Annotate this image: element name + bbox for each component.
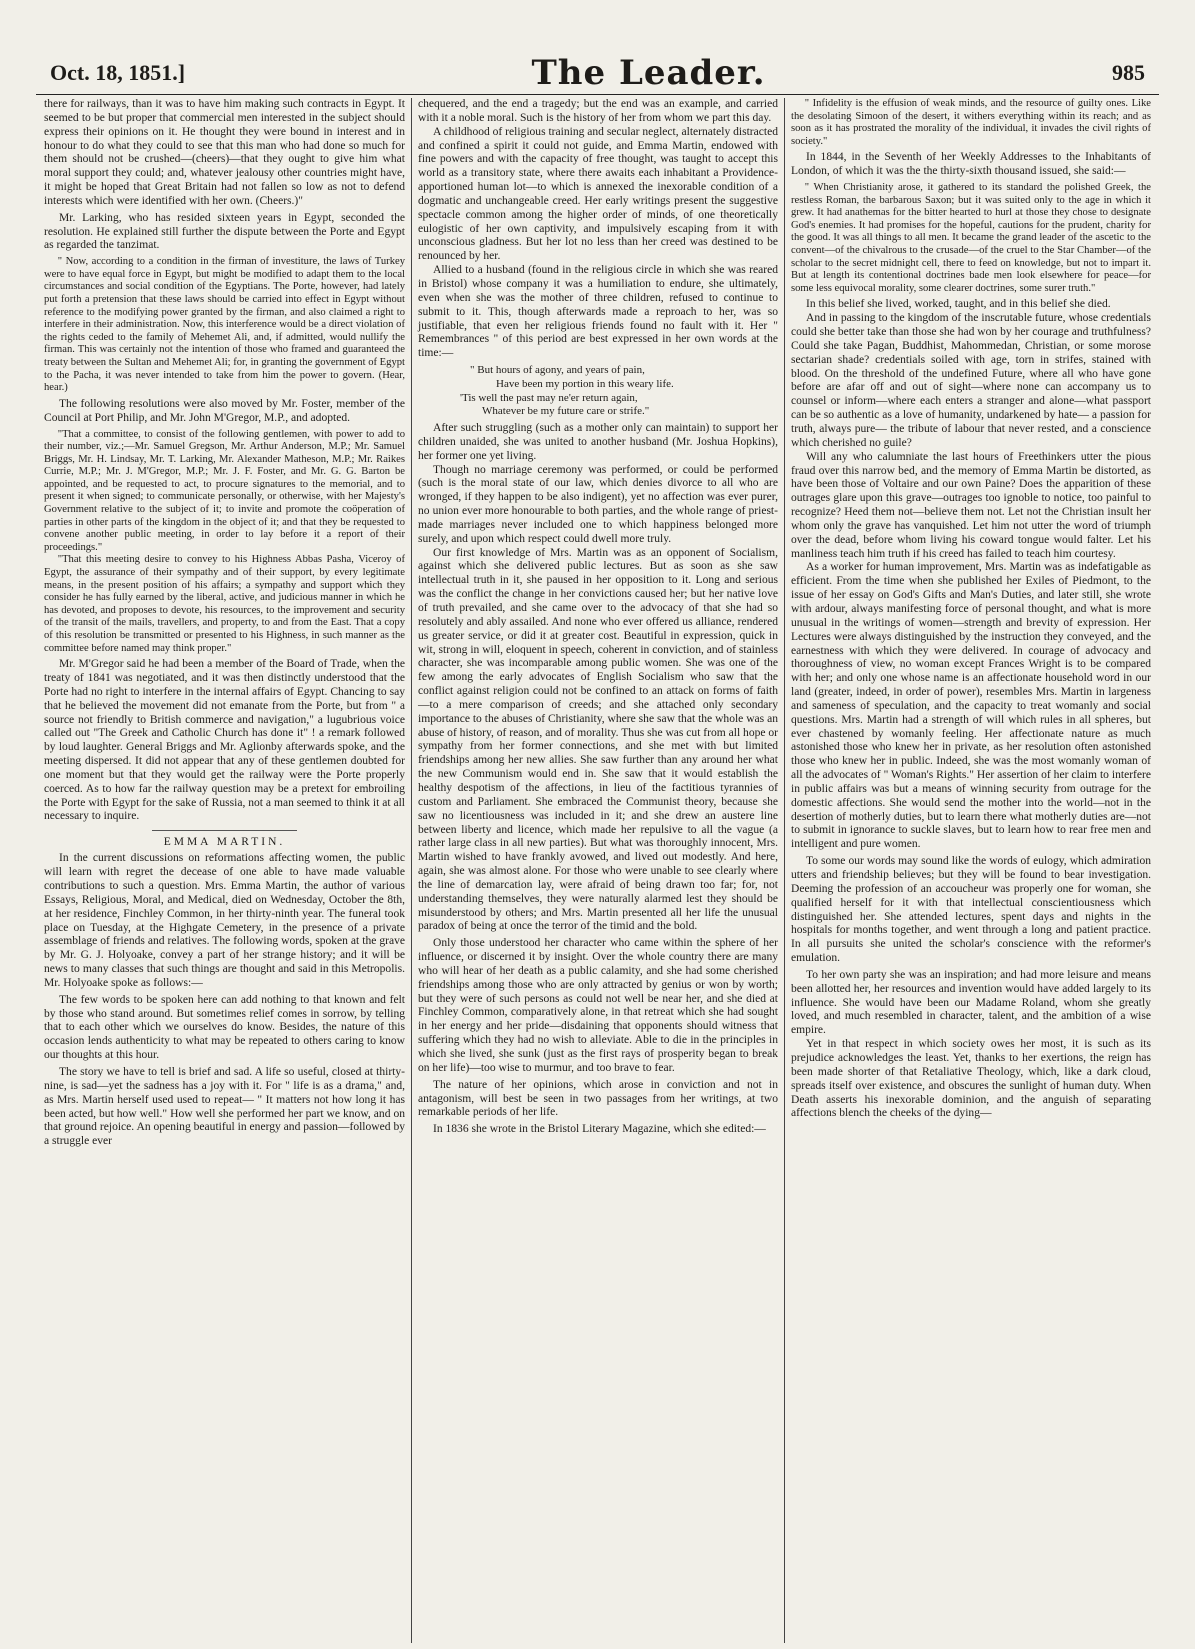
article-columns	[38, 98, 1158, 1643]
paragraph: Though no marriage ceremony was performed, or could be performed (such is the moral state of our law, which denies divorce to all who are wronged, if they happen to be also indigent), yet no affection was ever purer, no union ever more honourable to both parties, and the whole range of priest-made marriages never included one to which happiness belonged more surely, and upon which respect could dwell more truly.	[418, 463, 778, 545]
issue-date: Oct. 18, 1851.]	[50, 60, 186, 85]
paragraph: Mr. Larking, who has resided sixteen years in Egypt, seconded the resolution. He explained still further the dispute between the Porte and Egypt as regarded the tanzimat.	[44, 211, 405, 252]
paragraph: As a worker for human improvement, Mrs. Martin was as indefatigable as efficient. From the time when she published her Exiles of Piedmont, to the issue of her essay on God's Gifts and Man's Duties, and later still, she wrote with ardour, always manifesting force of personal thought, and what is more unusual in the writings of women—strength and brevity of expression. Her Lectures were always distinguished by the instruction they conveyed, and the earnestness with which they were delivered. In courage of advocacy and thoroughness of view, no woman except Frances Wright is to be compared with her; and only one whose name is an affectionate household word in our land (greater, indeed, in order of power), resembles Mrs. Martin in largeness and sameness of speculation, and the capacity to treat womanly and social questions. Mrs. Martin had a strength of will which rules in all spheres, but ever chastened by womanly feeling. Her affectionate nature as much astonished those who knew her in private, as her resolution often astonished those who knew her in public. Indeed, she was the most womanly woman of all the advocates of " Woman's Rights." Her assertion of her claim to interfere in public affairs was but a means of winning security from outrage for the domestic affections. She would send the mother into the world—not in the desertion of motherly duties, but to learn there what motherly duties are—not to submit in ignorance to suckle slaves, but to learn how to rear free men and intelligent and pure women.	[791, 561, 1151, 851]
page-number: 985	[1112, 60, 1145, 85]
column-1	[38, 98, 411, 1643]
paragraph: Mr. M'Gregor said he had been a member of the Board of Trade, when the treaty of 1841 was negotiated, and it was then distinctly understood that the Porte had no right to interfere in the internal affairs of Egypt. Chancing to say that he believed the movement did not emanate from the Porte, but from " a source not friendly to British commerce and navigation," a lugubrious voice called out "The Greek and Catholic Church has done it" ! a remark followed by loud laughter. General Briggs and Mr. Aglionby afterwards spoke, and the meeting dispersed. It did not appear that any of these gentlemen doubted for one moment but that they would get the railway were the Porte properly coerced. As to how far the railway question may be a pretext for embroiling the Porte with Egypt for the sake of Russia, not a man seemed to think it at all necessary to inquire.	[44, 658, 405, 823]
paragraph: Our first knowledge of Mrs. Martin was as an opponent of Socialism, against which she delivered public lectures. But as soon as she saw intellectual truth in it, she paused in her opposition to it. Long and serious was the conflict the change in her convictions caused her; but her native love of truth prevailed, and she came over to the advocacy of that she had so resolutely and ably assailed. And none who ever offered us alliance, rendered us greater service, or did it at greater cost. Beautiful in expression, quick in wit, strong in will, eloquent in speech, coherent in conviction, and of stainless character, she was incomparable among public women. She was one of the few among the early advocates of English Socialism who saw that the conflict against religion could not be confined to an attack on forms of faith—to a mere comparison of creeds; and she attached only secondary importance to the abuses of Christianity, where she saw that the whole was an abuse of history, of reason, and of morality. Thus she was cut from all hope or sympathy from her former connections, and she met with but limited friendships among her new allies. She saw further than any around her what the new Communism would end in. She saw that it would establish the healthy despotism of the affections, in lieu of the factitious tyrannies of custom and Parliament. She embraced the Communist theory, because she saw no licentiousness was included in it; and she drew an austere line between liberty and licence, which made her repulsive to all the vague (a rather large class in all new parties). But what was thoroughly innocent, Mrs. Martin wished to have frankly avowed, and lived out modestly. And here, again, she was almost alone. For those who were unable to see clearly where the line of demarcation lay, were afraid of being drawn too far; for, not understanding themselves, they were naturally alarmed lest they should be misunderstood by others; and Mrs. Martin presented all her life the unusual paradox of being at once the terror of the timid and the bold.	[418, 546, 779, 933]
paragraph: The story we have to tell is brief and sad. A life so useful, closed at thirty-nine, is sad—yet the sadness has a joy with it. For " life is as a drama," and, as Mrs. Martin herself used used to repeat— " It matters not how long it has been acted, but how well." How well she performed her part we know, and on that ground rejoice. An opening beautiful in energy and passion—followed by a struggle ever	[44, 1065, 405, 1148]
paragraph: A childhood of religious training and secular neglect, alternately distracted and confined a spirit it could not guide, and Emma Martin, endowed with fine powers and with the capacity of free thought, was taught to accept this world as a transitory state, where there awaits each inhabitant a Providence-apportioned human lot—to which is annexed the inexorable condition of a dogmatic and unchangeable creed. Her early writings present the suggestive spectacle common among the higher order of minds, of one theoretically eulogistic of her own captivity, and impulsively escaping from it with unconscious gladness. But her lot no less than her creed was destined to be renounced by her.	[418, 125, 779, 263]
poem-quote	[418, 364, 778, 419]
paragraph: Yet in that respect in which society owes her most, it is such as its prejudice acknowledges the least. Yet, thanks to her exertions, the reign has been made shorter of that Retaliative Theology, which, like a dark cloud, spreads itself over existence, and obscures the sunlight of human duty. When Death asserts his inexorable dominion, and the anguish of separating affections blench the cheeks of the dying—	[791, 1038, 1151, 1120]
section-headline: EMMA MARTIN.	[163, 836, 286, 849]
quoted-paragraph: "That this meeting desire to convey to his Highness Abbas Pasha, Viceroy of Egypt, the assurance of their sympathy and of their support, by every legitimate means, in the present position of his affairs; a sympathy and support which they consider he has fully earned by the liberal, active, and judicious manner in which he has devoted, and proposes to devote, his resources, to the improvement and security of the transit of the mails, travellers, and property, to and from the East. That a copy of this resolution be transmitted or presented to his Highness, in such manner as the committee before named may think proper."	[44, 554, 405, 654]
quoted-paragraph: " When Christianity arose, it gathered to its standard the polished Greek, the restless Roman, the barbarous Saxon; but it was suited only to the age in which it grew. It had anathemas for the bitter hearted to hurl at those they chose to designate God's enemies. It had promises for the hopeful, cautions for the prudent, charity for the good. It was all things to all men. It became the grand leader of the ascetic to the convent—of the chivalrous to the crusade—of the cruel to the Star Chamber—of the scholar to the secret midnight cell, there to feed on knowledge, but not to impart it. But at length its contentional doctrines bade men look elsewhere for peace—for some less equivocal morality, some clearer doctrines, some surer truth."	[791, 182, 1151, 294]
quoted-paragraph: " Now, according to a condition in the firman of investiture, the laws of Turkey were to have equal force in Egypt, but might be modified to adapt them to the local circumstances and social condition of the Egyptians. The Porte, however, had lately put forth a pretension that these laws should be carried into effect in Egypt without reference to the modifying power granted by the firman, and also claimed a right to interfere in their administration. Now, this interference would be a direct violation of the rights ceded to the family of Mehemet Ali, and, if admitted, would nullify the firman. This was certainly not the intention of those who framed and guaranteed the treaty between the Sultan and Mehemet Ali; for, in granting the government of Egypt to the Pacha, it was never intended to take from him the power to govern. (Hear, hear.)	[44, 256, 405, 394]
poem-line: " But hours of agony, and years of pain,	[470, 364, 645, 377]
paragraph: To her own party she was an inspiration; and had more leisure and means been allotted her, her resources and invention would have added largely to its influence. She would have been our Madame Roland, whom she greatly loved, and much resembled in character, talent, and the ambition of a wise empire.	[791, 968, 1151, 1037]
paragraph: And in passing to the kingdom of the inscrutable future, whose credentials could she better take than those she had won by her courage and truthfulness? Could she take Pagan, Buddhist, Mahommedan, Christian, or some morose sectarian shade? credentials soiled with age, torn in strifes, stained with blood. On the threshold of the undefined Future, where all who have gone before are afar off and out of sight—where none can accompany us to counsel or inform—where each enters a stranger and alone—what passport can be so authentic as a love of humanity, undarkened by hate— a passion for truth, always pure— the tribute of labour that never rested, and a conscience which cherished no guile?	[791, 312, 1151, 449]
paragraph: The following resolutions were also moved by Mr. Foster, member of the Council at Port Philip, and Mr. John M'Gregor, M.P., and adopted.	[44, 397, 405, 424]
poem-line: Have been my portion in this weary life.	[496, 377, 674, 390]
paragraph: In 1844, in the Seventh of her Weekly Addresses to the Inhabitants of London, of which it was the the thirty-sixth thousand issued, she said:—	[791, 151, 1151, 178]
column-3	[784, 98, 1157, 1643]
poem-line: 'Tis well the past may ne'er return again,	[460, 391, 638, 404]
paragraph: The nature of her opinions, which arose in conviction and not in antagonism, will best be seen in two passages from her writings, at two remarkable periods of her life.	[418, 1078, 778, 1119]
paragraph: Allied to a husband (found in the religious circle in which she was reared in Bristol) whose company it was a humiliation to endure, she ultimately, even when she was the mother of three children, refused to continue to submit to it. This, though afterwards made a reproach to her, was so justifiable, that even her religious friends found no fault with it. Her " Remembrances " of this period are best expressed in her own words at the time:—	[418, 264, 778, 360]
paragraph: there for railways, than it was to have him making such contracts in Egypt. It seemed to be but proper that commercial men interested in the subject should express their opinions on it. He thought they were bound in interest and in honour to do what they could to see that this man who had done so much for them should not be crushed—(cheers)—that they ought to give him what moral support they could; and, whatever jealousy other countries might have, it might be hoped that Great Britain had not fallen so low as not to defend interests which were identified with her own. (Cheers.)"	[44, 98, 405, 207]
paragraph: The few words to be spoken here can add nothing to that known and felt by those who stand around. But sometimes relief comes in sorrow, by telling that to each other which we ourselves do know. Besides, the nature of this occasion lends authenticity to what may be repeated to others caring to know our thoughts at this hour.	[44, 993, 405, 1062]
paragraph: In this belief she lived, worked, taught, and in this belief she died.	[806, 298, 1111, 311]
section-divider	[152, 830, 296, 831]
page-header	[50, 40, 1145, 93]
header-rule	[36, 94, 1159, 95]
paragraph: Only those understood her character who came within the sphere of her influence, or discerned it by insight. Over the whole country there are many who will hear of her death as a public calamity, and she had some cherished friendships among those who are only attracted by genius or won by worth; but they were of such persons as could not well be near her, and she died at Finchley Common, comparatively alone, in that retreat which she had sought in her energy and her pride—disdaining that opponents should witness that suffering which they had no wish to alleviate. Able to die in the principles in which she lived, she sunk (just as the first rays of prosperity began to break on her life)—too wise to murmur, and too brave to fear.	[418, 937, 778, 1074]
paragraph: To some our words may sound like the words of eulogy, which admiration utters and friendship believes; but they will be found to bear investigation. Deeming the profession of an accoucheur was properly one for woman, she qualified herself for it with that intellectual conscientiousness which distinguished her. She attended lectures, spent days and nights in the hospitals for months together, and went through a long and patient practice. In all pursuits she united the scholar's conscience with the reformer's emulation.	[791, 855, 1151, 965]
paragraph: After such struggling (such as a mother only can maintain) to support her children unaided, she was united to another husband (Mr. Joshua Hopkins), her former one yet living.	[418, 422, 778, 462]
paragraph: Will any who calumniate the last hours of Freethinkers utter the pious fraud over this narrow bed, and the memory of Emma Martin be distorted, as have been those of Voltaire and our own Paine? Does the apparition of these outrages glare upon this grave—outrages too ignoble to notice, too painful to recognize? Heed them not—believe them not. Let not the Christian insult her whom only the grave has vanquished. Let him not utter the word of triumph over the dead, before whom living his coward tongue would falter. Let his manliness teach him truth if his creed has failed to teach him courtesy.	[791, 450, 1151, 560]
column-2	[411, 98, 784, 1643]
paragraph: In the current discussions on reformations affecting women, the public will learn with regret the decease of one able to have made valuable contributions to such a question. Mrs. Emma Martin, the author of various Essays, Religious, Moral, and Medical, died on Wednesday, October the 8th, at her residence, Finchley Common, in her thirty-ninth year. The funeral took place on Tuesday, at the Highgate Cemetery, in the presence of a private assemblage of friends and relatives. The following words, spoken at the grave by Mr. G. J. Holyoake, convey a part of her strange history; and it will be news to many classes that such things are thought and said in this Metropolis. Mr. Holyoake spoke as follows:—	[44, 852, 405, 989]
poem-line: Whatever be my future care or strife."	[482, 405, 650, 418]
paragraph: chequered, and the end a tragedy; but the end was an example, and carried with it a noble moral. Such is the history of her from whom we part this day.	[418, 98, 778, 124]
quoted-paragraph: " Infidelity is the effusion of weak minds, and the resource of guilty ones. Like the desolating Simoon of the desert, it withers everything within its reach; and as soon as it has prostrated the morality of the individual, it invades the civil rights of society."	[791, 98, 1151, 147]
masthead-title: The Leader.	[531, 53, 766, 93]
quoted-paragraph: "That a committee, to consist of the following gentlemen, with power to add to their number, viz.;—Mr. Samuel Gregson, Mr. Arthur Anderson, M.P.; Mr. Samuel Briggs, Mr. H. Lindsay, Mr. T. Larking, Mr. Alexander Matheson, M.P.; Mr. Raikes Currie, M.P.; Mr. J. M'Gregor, M.P.; Mr. J. F. Foster, and Mr. G. G. Barton be appointed, and be requested to act, to procure signatures to the memorial, and to present it when signed; to communicate personally, or otherwise, with her Majesty's Government relative to the subject of it; to invite and promote the coöperation of parties in other parts of the kingdom in the object of it; and that they be requested to convene another public meeting, in order to lay before it a report of their proceedings."	[44, 428, 405, 553]
paragraph: In 1836 she wrote in the Bristol Literary Magazine, which she edited:—	[433, 1123, 766, 1136]
